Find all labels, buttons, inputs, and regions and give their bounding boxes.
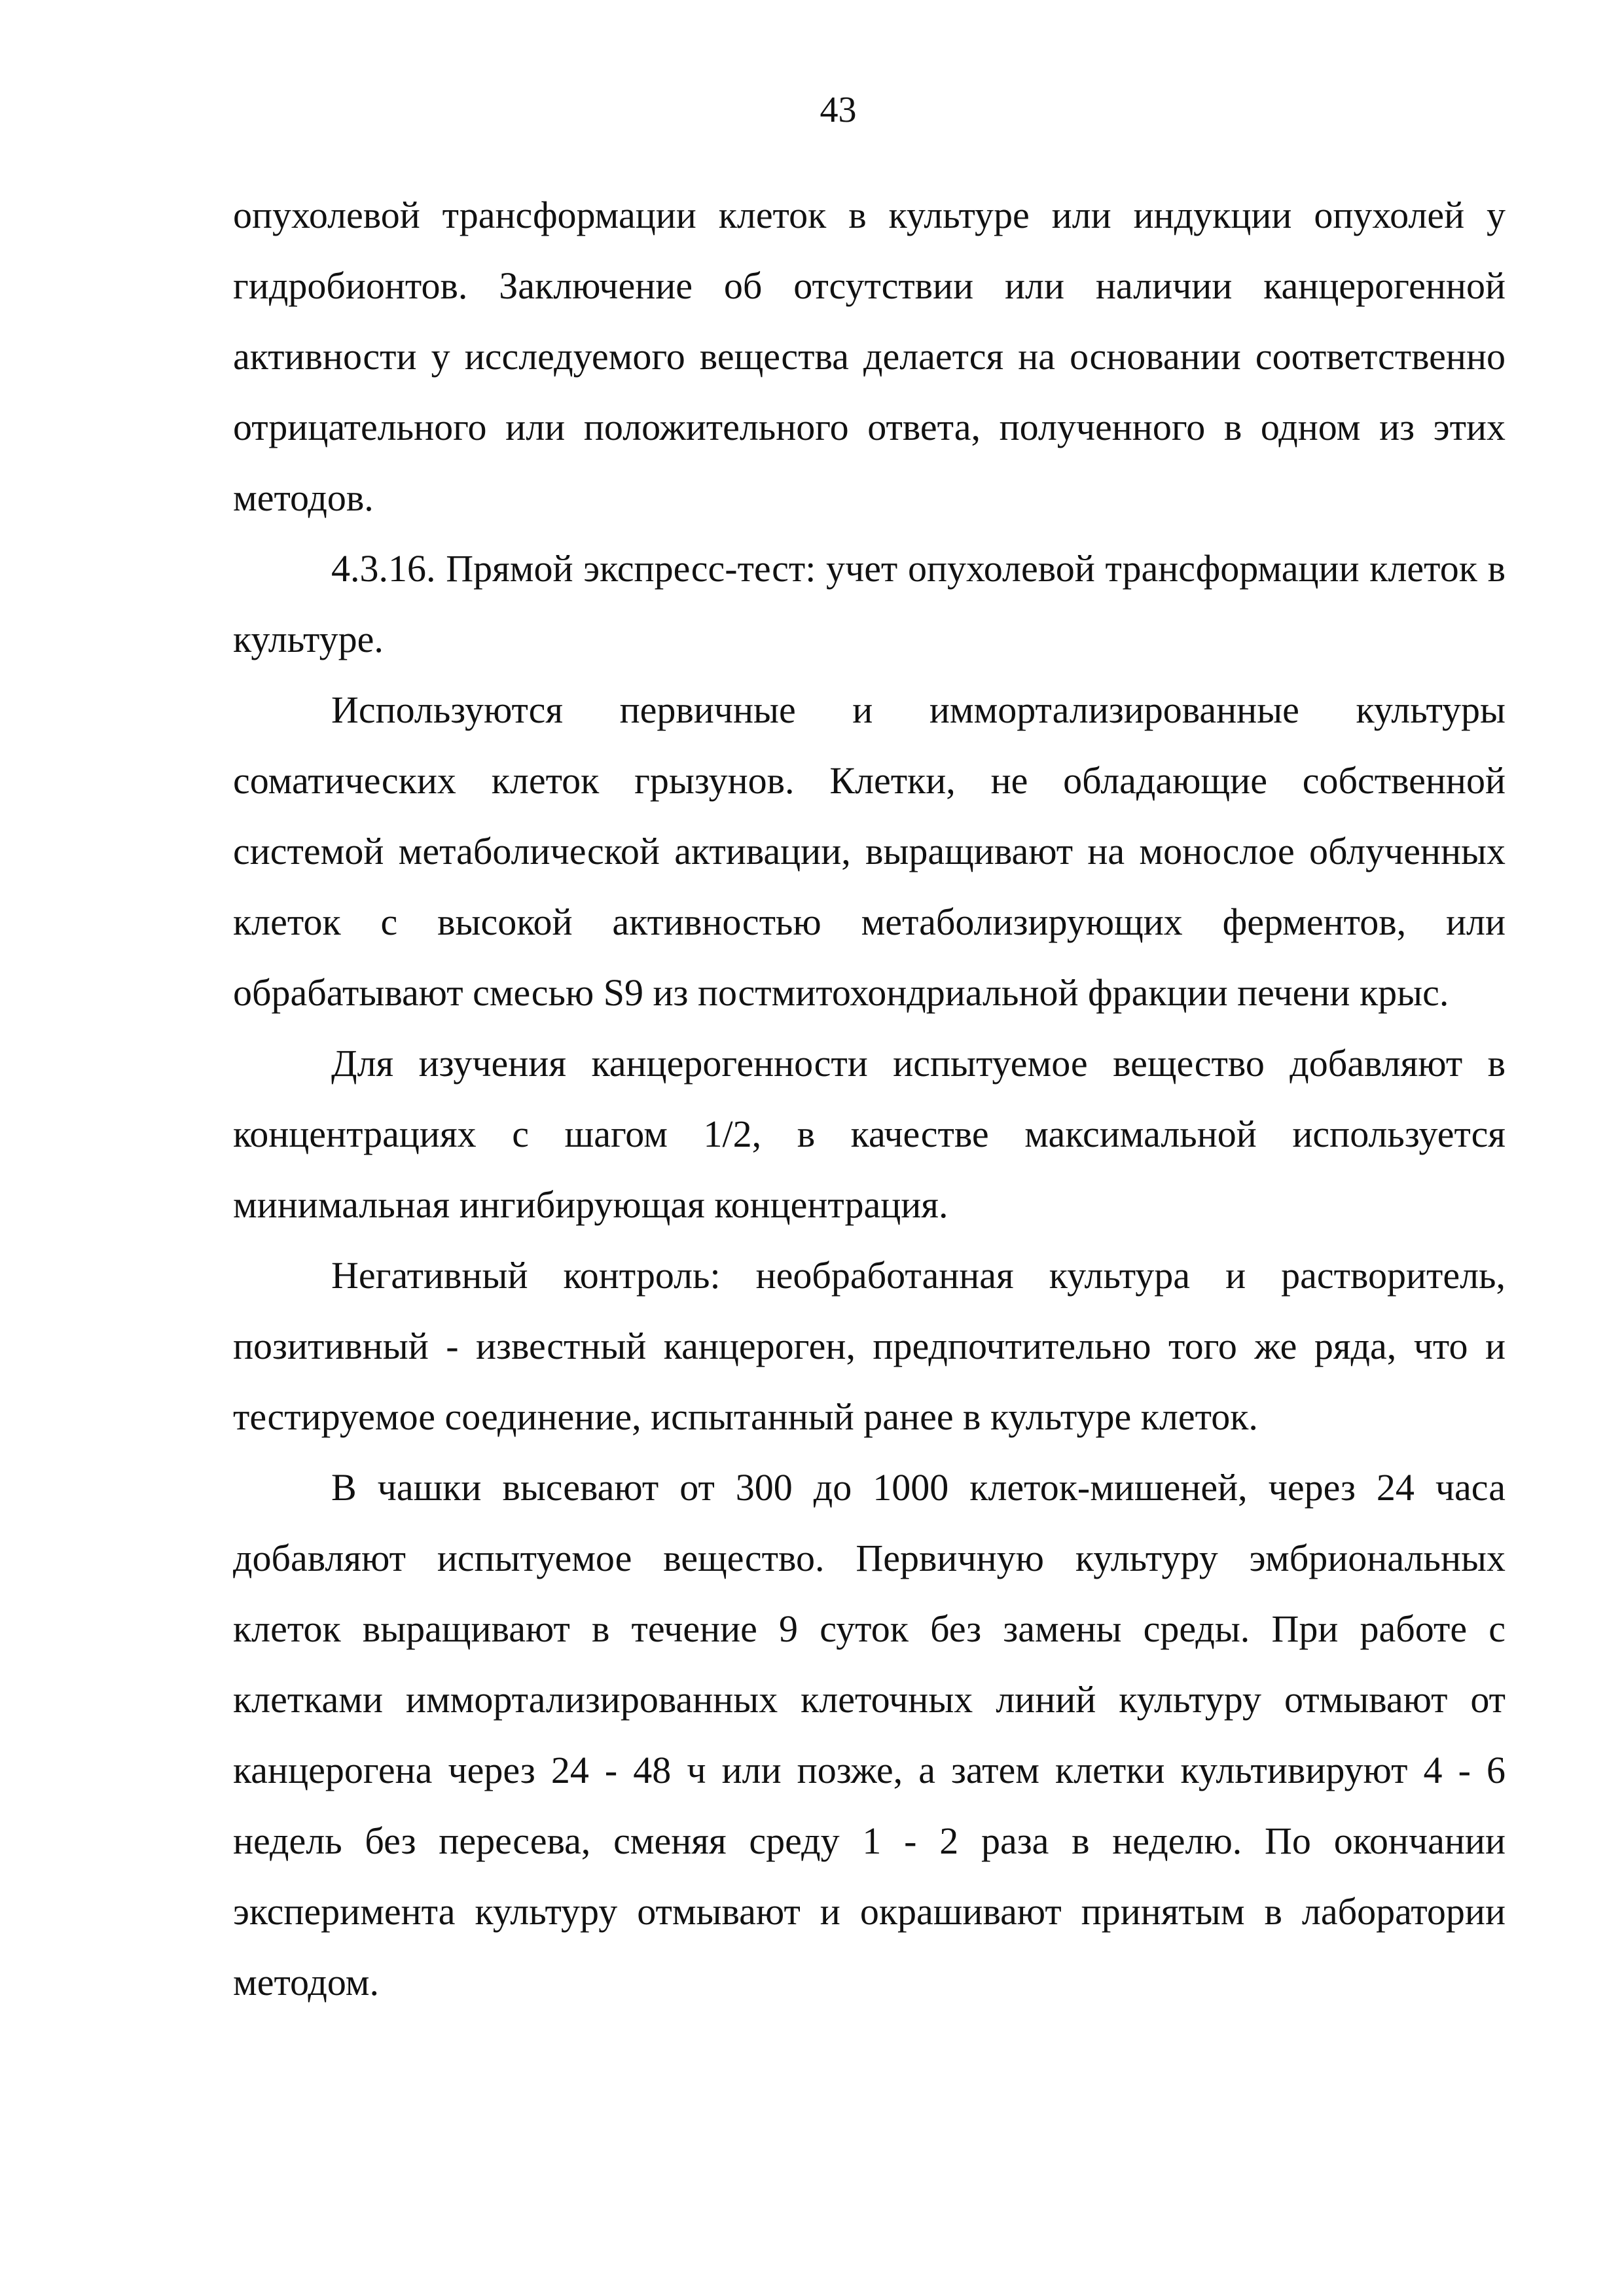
body-text (233, 180, 1506, 2018)
paragraph-cultures: Используются первичные и иммортализированные культуры соматических клеток грызунов. Клетки, не обладающие собственной системой метаболической активации, выращивают на монослое облученных клеток с высокой активностью метаболизирующих ферментов, или обрабатывают смесью S9 из постмитохондриальной фракции печени крыс. (233, 689, 1506, 1014)
paragraph-controls: Негативный контроль: необработанная культура и растворитель, позитивный - известный канцероген, предпочтительно того же ряда, что и тестируемое соединение, испытанный ранее в культуре клеток. (233, 1254, 1506, 1438)
page-number: 43 (820, 90, 857, 130)
section-heading-4-3-16: 4.3.16. Прямой экспресс-тест: учет опухолевой трансформации клеток в культуре. (233, 547, 1506, 660)
paragraph-procedure: В чашки высевают от 300 до 1000 клеток-мишеней, через 24 часа добавляют испытуемое вещество. Первичную культуру эмбриональных клеток выращивают в течение 9 суток без замены среды. При работе с клетками иммортализированных клеточных линий культуру отмывают от канцерогена через 24 - 48 ч или позже, а затем клетки культивируют 4 - 6 недель без пересева, сменяя среду 1 - 2 раза в неделю. По окончании эксперимента культуру отмывают и окрашивают принятым в лаборатории методом. (233, 1466, 1506, 2003)
paragraph-continuation: опухолевой трансформации клеток в культуре или индукции опухолей у гидробионтов. Заключение об отсутствии или наличии канцерогенной активности у исследуемого вещества делается на основании соответственно отрицательного или положительного ответа, полученного в одном из этих методов. (233, 194, 1506, 519)
paragraph-concentrations: Для изучения канцерогенности испытуемое вещество добавляют в концентрациях с шагом 1/2, в качестве максимальной используется минимальная ингибирующая концентрация. (233, 1042, 1506, 1226)
